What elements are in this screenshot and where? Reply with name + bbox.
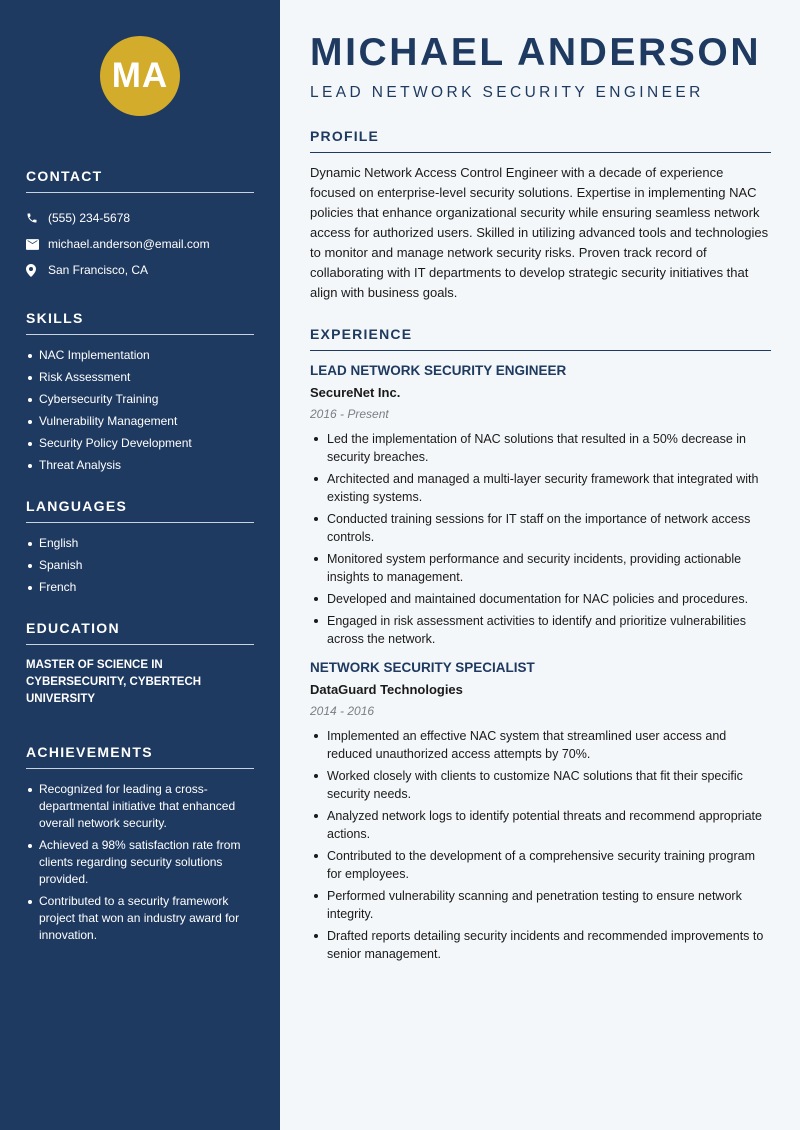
contact-location [26,257,254,283]
education-degree: MASTER OF SCIENCE IN CYBERSECURITY, CYBERTECH UNIVERSITY [26,659,202,705]
job-entry [310,363,771,648]
skills-list [26,347,254,474]
experience-heading: EXPERIENCE [310,326,771,351]
list-item: Contributed to the development of a comprehensive security training program for employees. [310,847,771,883]
list-item: Architected and managed a multi-layer security framework that integrated with existing systems. [310,470,771,506]
list-item: Worked closely with clients to customize NAC solutions that fit their specific security needs. [310,767,771,803]
phone-text: (555) 234-5678 [48,211,131,225]
sidebar [0,0,280,1130]
list-item: NAC Implementation [26,347,254,364]
education-section [26,620,254,708]
languages-heading: LANGUAGES [26,498,254,523]
profile-heading: PROFILE [310,128,771,153]
skills-section [26,310,254,474]
list-item: Implemented an effective NAC system that streamlined user access and reduced unauthorized access attempts by 70%. [310,727,771,763]
achievements-section [26,744,254,944]
email-text: michael.anderson@email.com [48,237,210,251]
profile-text: Dynamic Network Access Control Engineer with a decade of experience focused on enterprise-level security solutions. Expertise in implementing NAC policies that enhance organizational security while ensuring seamless network access for authorized users. Skilled in utilizing advanced tools and technologies to monitor and manage network security risks. Proven track record of collaborating with IT departments to develop strategic security initiatives that align with business goals. [310,165,769,300]
skills-heading: SKILLS [26,310,254,335]
list-item: Led the implementation of NAC solutions that resulted in a 50% decrease in security breaches. [310,430,771,466]
languages-section [26,498,254,596]
profile-section [310,128,771,303]
list-item: Analyzed network logs to identify potential threats and recommend appropriate actions. [310,807,771,843]
phone-icon [26,212,48,224]
mail-icon [26,239,48,250]
location-text: San Francisco, CA [48,263,149,277]
list-item: French [26,579,254,596]
candidate-title: LEAD NETWORK SECURITY ENGINEER [310,84,704,101]
list-item: Risk Assessment [26,369,254,386]
company-name: DataGuard Technologies [310,682,463,697]
job-title: NETWORK SECURITY SPECIALIST [310,660,535,675]
company-name: SecureNet Inc. [310,385,401,400]
contact-section [26,168,254,283]
list-item: Threat Analysis [26,457,254,474]
location-pin-icon [26,264,48,277]
list-item: Contributed to a security framework project that won an industry award for innovation. [26,893,254,944]
list-item: Cybersecurity Training [26,391,254,408]
list-item: Developed and maintained documentation for NAC policies and procedures. [310,590,771,608]
contact-email [26,231,254,257]
list-item: Spanish [26,557,254,574]
main-content [280,0,800,1130]
list-item: Drafted reports detailing security incidents and recommended improvements to senior management. [310,927,771,963]
list-item: Performed vulnerability scanning and penetration testing to ensure network integrity. [310,887,771,923]
achievements-list [26,781,254,944]
avatar [100,36,180,116]
job-dates: 2016 - Present [310,407,389,421]
list-item: Monitored system performance and security incidents, providing actionable insights to management. [310,550,771,586]
list-item: Engaged in risk assessment activities to identify and prioritize vulnerabilities across the network. [310,612,771,648]
list-item: Security Policy Development [26,435,254,452]
experience-section [310,326,771,963]
job-title: LEAD NETWORK SECURITY ENGINEER [310,363,567,378]
education-heading: EDUCATION [26,620,254,645]
contact-heading: CONTACT [26,168,254,193]
job-dates: 2014 - 2016 [310,704,375,718]
languages-list [26,535,254,596]
achievements-heading: ACHIEVEMENTS [26,744,254,769]
candidate-name: MICHAEL ANDERSON [310,31,762,74]
job-bullets [310,430,771,648]
job-entry [310,660,771,963]
contact-phone [26,205,254,231]
avatar-initials: MA [111,56,169,95]
list-item: Recognized for leading a cross-departmental initiative that enhanced overall network security. [26,781,254,832]
list-item: Achieved a 98% satisfaction rate from clients regarding security solutions provided. [26,837,254,888]
list-item: Vulnerability Management [26,413,254,430]
list-item: Conducted training sessions for IT staff on the importance of network access controls. [310,510,771,546]
list-item: English [26,535,254,552]
job-bullets [310,727,771,963]
